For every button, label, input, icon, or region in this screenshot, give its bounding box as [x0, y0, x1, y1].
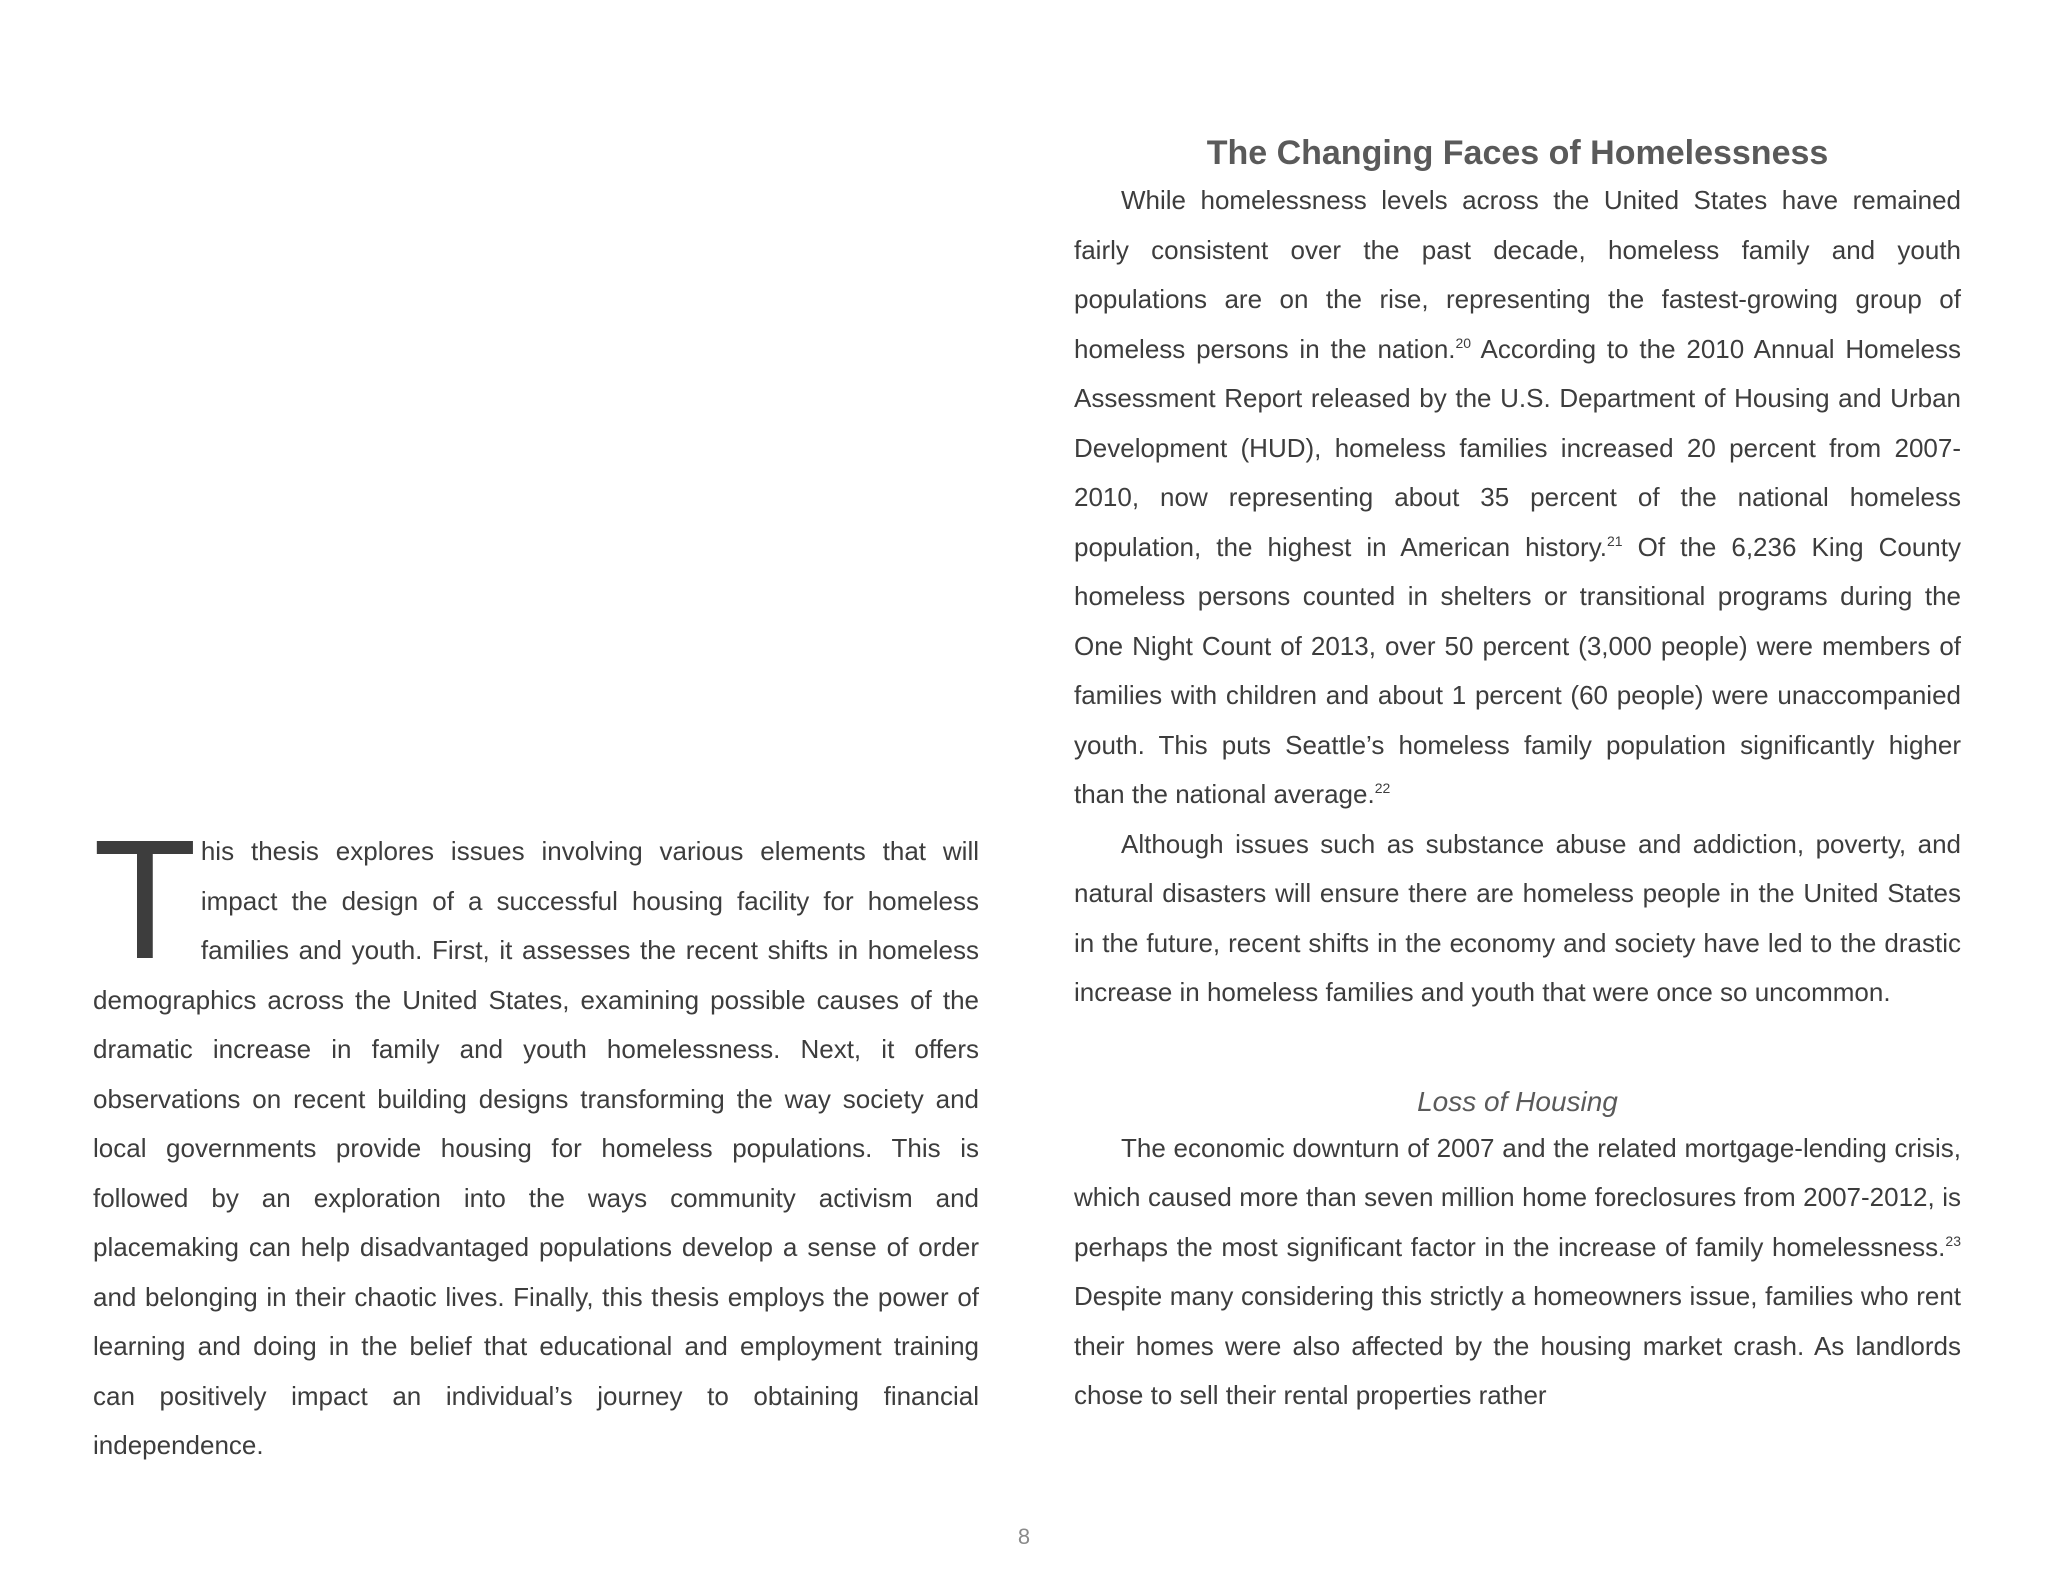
footnote-ref-20: 20 [1455, 334, 1472, 351]
subsection-title: Loss of Housing [1417, 1085, 1618, 1117]
page-number: 8 [1017, 1524, 1031, 1549]
paragraph-text: Despite many considering this strictly a homeowners issue, families who rent their homes were also affected by the housing market crash. As landlords chose to sell their rental properties rather [1074, 1281, 1961, 1410]
intro-text: his thesis explores issues involving various elements that will impact the design of a successful housing facility for homeless families and youth. First, it assesses the recent shifts in homeless demographics across the United States, examining possible causes of the dramatic increase in family and youth homelessness. Next, it offers observations on recent building designs transforming the way society and local governments provide housing for homeless populations. This is followed by an exploration into the ways community activism and placemaking can help disadvantaged populations develop a sense of order and belonging in their chaotic lives. Finally, this thesis employs the power of learning and doing in the belief that educational and employment training can positively impact an individual’s journey to obtaining financial independence. [93, 836, 979, 1460]
intro-paragraph [93, 805, 979, 1471]
drop-cap: T [93, 805, 197, 995]
footnote-ref-22: 22 [1374, 780, 1391, 796]
footnote-ref-21: 21 [1607, 532, 1623, 549]
section-title: The Changing Faces of Homelessness [1206, 134, 1829, 172]
paragraph-causes: Although issues such as substance abuse and addiction, poverty, and natural disasters will ensure there are homeless people in the United States in the future, recent shifts in the economy and society have led to the drastic increase in homeless families and youth that were once so uncommon. [1074, 828, 1961, 1007]
paragraph-fastest-growing [1074, 176, 1961, 820]
paragraph-text: Of the 6,236 King County homeless persons counted in shelters or transitional programs during the One Night Count of 2013, over 50 percent (3,000 people) were members of families with children and about 1 percent (60 people) were unaccompanied youth. This puts Seattle’s homeless family population significantly higher than the national average. [1074, 531, 1961, 809]
left-column [93, 805, 979, 1471]
right-column [1074, 130, 1961, 1421]
paragraph-loss-of-housing [1074, 1124, 1961, 1421]
paragraph-text: The economic downturn of 2007 and the related mortgage-lending crisis, which caused more than seven million home foreclosures from 2007-2012, is perhaps the most significant factor in the increase of family homelessness. [1074, 1132, 1961, 1262]
footnote-ref-23: 23 [1945, 1232, 1961, 1249]
paragraph-text: While homelessness levels across the United States have remained fairly consistent over the past decade, homeless family and youth populations are on the rise, representing the fastest-growing group of homeless persons in the nation. [1074, 185, 1961, 364]
paragraph-text: According to the 2010 Annual Homeless Assessment Report released by the U.S. Department of Housing and Urban Development (HUD), homeless families increased 20 percent from 2007-2010, now representing about 35 percent of the national homeless population, the highest in American history. [1074, 333, 1961, 562]
